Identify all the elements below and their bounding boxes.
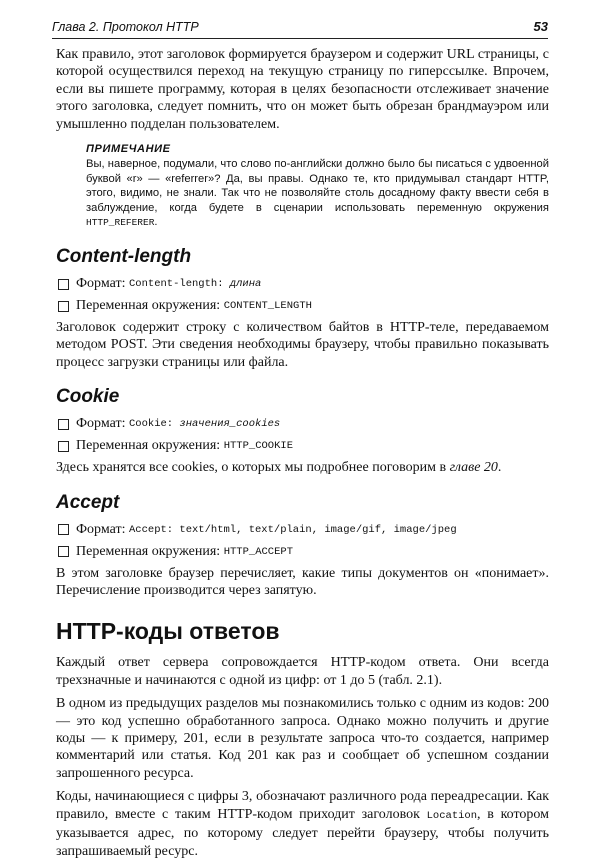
checkbox-bullet-icon [58,524,69,535]
list-item [56,521,549,539]
chapter-title: Глава 2. Протокол HTTP [52,20,199,34]
cookie-paragraph [56,459,549,476]
list-item [56,297,549,315]
env-label: Переменная окружения: [76,438,224,454]
response-codes-paragraph-1: Каждый ответ сервера сопровождается HTTP-кодом ответа. Они всегда трехзначные и начинаются с одной из цифр: от 1 до 5 (табл. 2.1). [56,655,549,688]
checkbox-bullet-icon [58,546,69,557]
chapter-reference: главе 20 [449,460,498,476]
content-length-list [56,275,549,315]
response-codes-text-end: , в котором указывается адрес, по которому следует перейти браузеру, чтобы получить запрашиваемый ресурс. [56,806,550,859]
cookie-list [56,415,549,455]
format-label: Формат: [76,276,129,291]
note-text [86,157,549,231]
content-length-heading: Content-length [56,246,192,267]
intro-paragraph: Как правило, этот заголовок формируется браузером и содержит URL страницы, с которой осуществился переход на текущую страницу по гиперссылке. Впрочем, если вы пишете программу, которая в целях безопасности отслеживает значение этого заголовка, следует помнить, что он может быть обрезан брандмауэром или умышленно подделан пользователем. [56,47,549,132]
page-content [56,46,549,866]
format-code: Content-length: [128,278,230,290]
format-placeholder: значения_cookies [179,418,281,431]
accept-paragraph: В этом заголовке браузер перечисляет, какие типы документов он «понимает». Перечисление производится через запятую. [56,565,549,599]
response-codes-text: Коды, начинающиеся с цифры 3, обозначают различного рода переадресации. Как правило, вместе с таким HTTP-кодом приходит заголовок [56,789,549,822]
format-label: Формат: [76,521,129,537]
accept-list [56,521,549,561]
env-label: Переменная окружения: [76,543,224,559]
cookie-text: Здесь хранятся все cookies, о которых мы подробнее поговорим в [56,460,450,476]
note-code: HTTP_REFERER [86,217,155,229]
note-title: ПРИМЕЧАНИЕ [86,143,171,156]
cookie-text-end: . [497,460,502,476]
env-var: HTTP_COOKIE [223,440,294,453]
env-var: CONTENT_LENGTH [223,300,312,312]
response-codes-paragraph-2: В одном из предыдущих разделов мы познакомились только с одним из кодов: 200 — это код успешно обработанного запроса. Однако можно получить и другие коды — к примеру, 201, если в результате запроса что-то создается, например комментарий или статья. Код 201 как раз и сообщает об успешном создании запрошенного ресурса. [56,696,549,781]
checkbox-bullet-icon [58,441,69,452]
response-codes-heading: HTTP-коды ответов [56,618,280,645]
checkbox-bullet-icon [58,279,69,290]
checkbox-bullet-icon [58,419,69,430]
format-code: Cookie: [128,418,180,431]
list-item [56,437,549,455]
response-codes-paragraph-3 [56,788,549,860]
format-label: Формат: [76,416,129,432]
note-block [86,143,549,231]
cookie-heading: Cookie [56,386,120,408]
accept-heading: Accept [56,491,120,513]
location-code: Location [426,809,478,822]
note-text-main: Вы, наверное, подумали, что слово по-английски должно было бы писаться с удвоенной буквой «r» — «referrer»? Да, вы правы. Однако те, кто придумывал стандарт HTTP, этого, видимо, не знали. Так что не позволяйте столь досадному факту ввести себя в заблуждение, когда будете в сценарии использовать переменную окружения [86,158,549,214]
env-label: Переменная окружения: [76,298,224,313]
list-item [56,415,549,433]
list-item [56,275,549,293]
env-var: HTTP_ACCEPT [223,545,294,558]
running-header [52,18,548,39]
format-placeholder: длина [229,278,262,290]
content-length-paragraph: Заголовок содержит строку с количеством байтов в HTTP-теле, передаваемом методом POST. Эти сведения необходимы браузеру, чтобы правильно показывать процесс загрузки страницы или файла. [56,320,549,370]
note-text-end: . [154,216,158,229]
page-number: 53 [533,19,548,34]
checkbox-bullet-icon [58,301,69,312]
list-item [56,543,549,561]
format-code: Accept: text/html, text/plain, image/gif, image/jpeg [128,523,457,536]
